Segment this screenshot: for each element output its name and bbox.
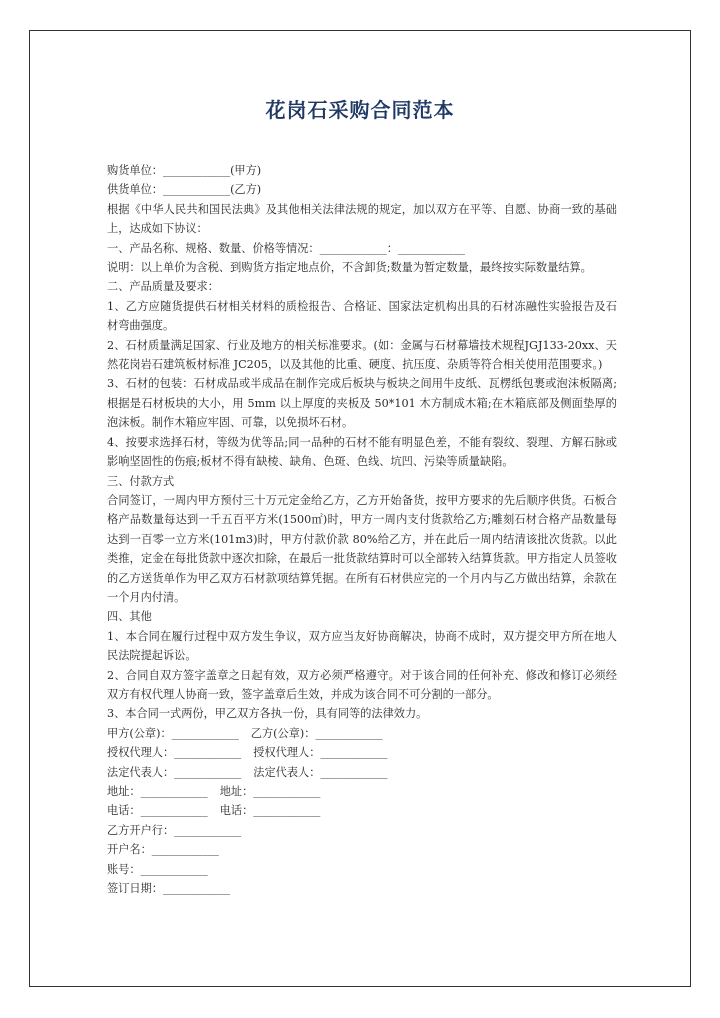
section-2-item: 1、乙方应随货提供石材相关材料的质检报告、合格证、国家法定机构出具的石材冻融性实验报告及石材弯曲强度。 (107, 299, 617, 333)
party-b-agent: 授权代理人：____________ (253, 746, 388, 760)
section-2-item: 3、石材的包装：石材成品或半成品在制作完成后板块与板块之间用牛皮纸、瓦楞纸包裹或泡沫板隔离;根据是石材板块的大小，用 5mm 以上厚度的夹板及 50*101 木方制成木箱;在木箱底部及侧面垫厚的泡沫板。制作木箱应牢固、可靠，以免损坏石材。 (107, 377, 617, 430)
signature-row-seal (107, 724, 617, 743)
sign-date-line: 签订日期：____________ (107, 882, 231, 896)
contract-body (107, 161, 617, 898)
section-4-item: 3、本合同一式两份，甲乙双方各执一份，具有同等的法律效力。 (107, 707, 428, 721)
signature-row-address (107, 782, 617, 801)
party-a-phone: 电话：____________ (107, 804, 208, 818)
intro-paragraph: 根据《中华人民共和国民法典》及其他相关法律法规的规定，加以双方在平等、自愿、协商一致的基础上，达成如下协议： (107, 202, 617, 236)
party-a-legal-rep: 法定代表人：____________ (107, 765, 242, 779)
party-a-agent: 授权代理人：____________ (107, 746, 242, 760)
account-name-line: 开户名：____________ (107, 843, 219, 857)
party-b-phone: 电话：____________ (219, 804, 321, 818)
section-4-heading: 四、其他 (107, 610, 152, 624)
section-3-heading: 三、付款方式 (107, 474, 175, 488)
section-2-item: 4、按要求选择石材，等级为优等品;同一品种的石材不能有明显色差，不能有裂纹、裂理、方解石脉或影响坚固性的伤痕;板材不得有缺棱、缺角、色斑、色线、坑凹、污染等质量缺陷。 (107, 435, 617, 469)
signature-row-legal (107, 763, 617, 782)
section-1-note: 说明：以上单价为含税、到购货方指定地点价，不含卸货;数量为暂定数量，最终按实际数量结算。 (107, 261, 592, 275)
section-2-heading: 二、产品质量及要求： (107, 280, 219, 294)
signature-row-phone (107, 801, 617, 820)
section-1-heading: 一、产品名称、规格、数量、价格等情况：____________：____________ (107, 241, 466, 255)
party-a-address: 地址：____________ (107, 785, 208, 798)
section-2-item: 2、石材质量满足国家、行业及地方的相关标准要求。(如：金属与石材幕墙技术规程JGJ133-20xx、天然花岗岩石建筑板材标准 JC205，以及其他的比重、硬度、抗压度、杂质等符合相关使用范围要求。) (107, 338, 617, 372)
party-b-seal: 乙方(公章)：____________ (250, 726, 383, 740)
signature-row-agent (107, 743, 617, 762)
party-b-legal-rep: 法定代表人：____________ (253, 765, 388, 779)
account-number-line: 账号：____________ (107, 862, 208, 876)
buyer-line: 购货单位：____________(甲方) (107, 164, 262, 177)
party-b-address: 地址：____________ (219, 785, 321, 798)
section-3-text: 合同签订，一周内甲方预付三十万元定金给乙方，乙方开始备货，按甲方要求的先后顺序供货。石板合格产品数量每达到一千五百平方米(1500㎡)时，甲方一周内支付货款给乙方;雕刻石材合格产品数量每达到一百零一立方米(101m3)时，甲方付款价款 80%给乙方，并在此后一周内结清该批次货款。以此类推，定金在每批货款中逐次扣除，在最后一批货款结算时可以全部转入结算货款。甲方指定人员签收的乙方送货单作为甲乙双方石材款项结算凭据。在所有石材供应完的一个月内与乙方做出结算，余款在一个月内付清。 (107, 493, 617, 604)
section-4-item: 2、合同自双方签字盖章之日起有效，双方必须严格遵守。对于该合同的任何补充、修改和修订必须经双方有权代理人协商一致，签字盖章后生效，并成为该合同不可分割的一部分。 (107, 668, 617, 701)
document-title: 花岗石采购合同范本 (265, 98, 455, 122)
bank-line: 乙方开户行：____________ (107, 823, 242, 837)
party-a-seal: 甲方(公章)：____________ (107, 726, 239, 740)
seller-line: 供货单位：____________(乙方) (107, 183, 262, 197)
section-4-item: 1、本合同在履行过程中双方发生争议，双方应当友好协商解决，协商不成时，双方提交甲方所在地人民法院提起诉讼。 (107, 629, 617, 663)
